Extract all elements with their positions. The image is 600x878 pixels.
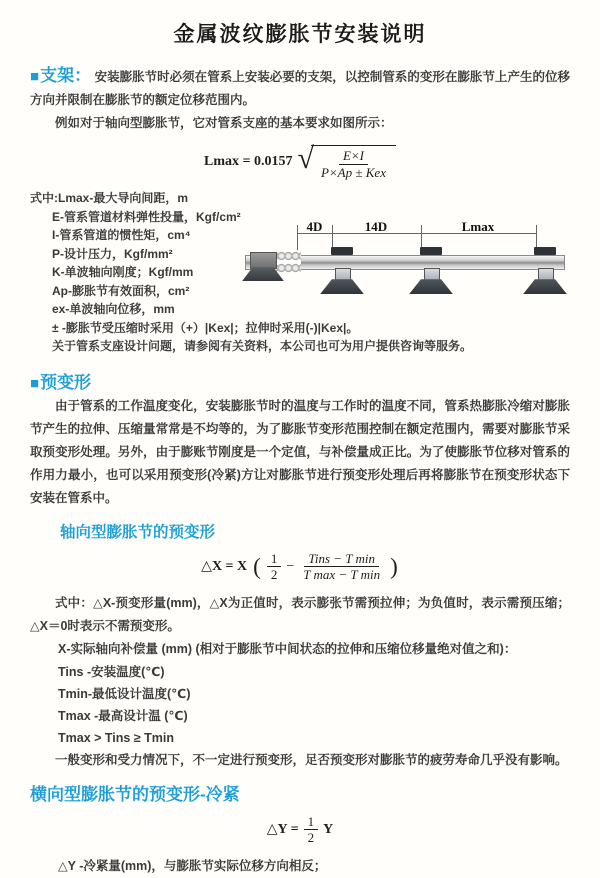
support-section-marker-icon: ■ (30, 68, 40, 85)
axial-formula-lhs: △X = X (201, 559, 248, 575)
guide-support-icon (409, 247, 453, 295)
lmax-formula-lhs: Lmax = 0.0157 (204, 154, 293, 170)
fixed-support-icon (250, 252, 277, 269)
definition-line: 式中:Lmax-最大导向间距，m (30, 191, 189, 206)
definition-line: ex-单波轴向位移，mm (52, 302, 175, 317)
support-section-heading: 支架： (40, 66, 92, 85)
axial-preform-formula: △X = X ( $\frac{1}{2}$ − $\frac{\text{Tins − T min}}{\text{T max − T min}}$ ) (201, 550, 398, 583)
axial-explain-text: 式中：△X-预变形量(mm)，△X为正值时，表示膨张节需预拉伸；为负值时，表示需预压缩；△X＝0时表示不需预变形。 (30, 595, 570, 633)
lmax-formula-denominator: P×Ap ± Kex (320, 164, 386, 180)
definition-line: K-单波轴向刚度；Kgf/mm (52, 265, 194, 280)
guide-support-icon (523, 247, 567, 295)
definition-line: Ap-膨胀节有效面积，cm² (52, 283, 190, 298)
lmax-formula (30, 144, 570, 180)
temp-line: Tmax -最高设计温 (℃) (58, 708, 188, 723)
lateral-note-text: △Y -冷紧量(mm)，与膨胀节实际位移方向相反； (58, 859, 327, 874)
definitions-and-diagram (30, 189, 570, 356)
lateral-formula-rhs: Y (323, 821, 334, 837)
support-example-text: 例如对于轴向型膨胀节，它对管系支座的基本要求如图所示： (55, 116, 393, 130)
lmax-formula-numerator: E×I (339, 148, 368, 165)
axial-note-text: 一般变形和受力情况下，不一定进行预变形，足否预变形对膨胀节的疲劳寿命几乎没有影响。 (55, 752, 568, 767)
page-title: 金属波纹膨胀节安装说明 (173, 23, 427, 46)
temp-line: Tmax > Tins ≥ Tmin (58, 730, 175, 745)
support-intro-text: 安装膨胀节时必须在管系上安装必要的支架，以控制管系的变形在膨胀节上产生的位移方向并限制在膨胀节的额定位移范围内。 (30, 70, 570, 107)
temp-line: Tmin-最低设计温度(℃) (58, 686, 191, 701)
preform-section-marker-icon: ■ (30, 374, 40, 392)
preform-section-heading: 预变形 (40, 372, 92, 392)
definition-line: P-设计压力，Kgf/mm² (52, 246, 173, 261)
lateral-formula-lhs: △Y = (266, 822, 299, 838)
support-section-paragraph (30, 64, 570, 112)
dim-label-4d: 4D (306, 219, 323, 235)
preform-section-heading-row (30, 368, 570, 393)
dim-label-lmax: Lmax (461, 219, 495, 235)
pipe-support-diagram (245, 219, 567, 299)
radical-icon: √ $\frac{E\times I}{\text{P×Ap ± Kex}}$ (298, 144, 396, 180)
support-note-text: 关于管系支座设计问题，请参阅有关资料，本公司也可为用户提供咨询等服务。 (52, 339, 473, 354)
temp-line: Tins -安装温度(℃) (58, 664, 165, 679)
definition-line: E-管系管道材料弹性投量，Kgf/cm² (52, 209, 241, 224)
lateral-preform-heading: 横向型膨胀节的预变形-冷紧 (30, 784, 240, 804)
definition-line: ± -膨胀节受压缩时采用（+）|Kex|；拉伸时采用(-)|Kex|。 (52, 320, 359, 335)
guide-support-icon (320, 247, 364, 295)
dim-label-14d: 14D (364, 219, 388, 235)
lateral-preform-formula: △Y = $\frac{1}{2}$ Y (266, 813, 334, 846)
definition-line: I-管系管道的惯性矩，cm⁴ (52, 228, 191, 243)
preform-body-text: 由于管系的工作温度变化，安装膨胀节时的温度与工作时的温度不同，管系热膨胀冷缩对膨胀节产生的拉伸、压缩量常常是不均等的，为了膨胀节变形范围控制在额定范围内，需要对膨胀节采取预变形处理。另外，由于膨账节刚度是一个定值，与补偿量成正比。为了使膨胀节位移对管系的作用力最小，也可以采用预变形(冷紧)方让对膨胀节进行预变形处理后再将膨胀节在预变形状态下安装在管系中。 (30, 398, 570, 505)
axial-preform-heading: 轴向型膨胀节的预变形 (60, 523, 216, 541)
axial-x-definition: X-实际轴向补偿量 (mm) (相对于膨胀节中间状态的拉伸和压缩位移量绝对值之和)： (58, 641, 517, 656)
